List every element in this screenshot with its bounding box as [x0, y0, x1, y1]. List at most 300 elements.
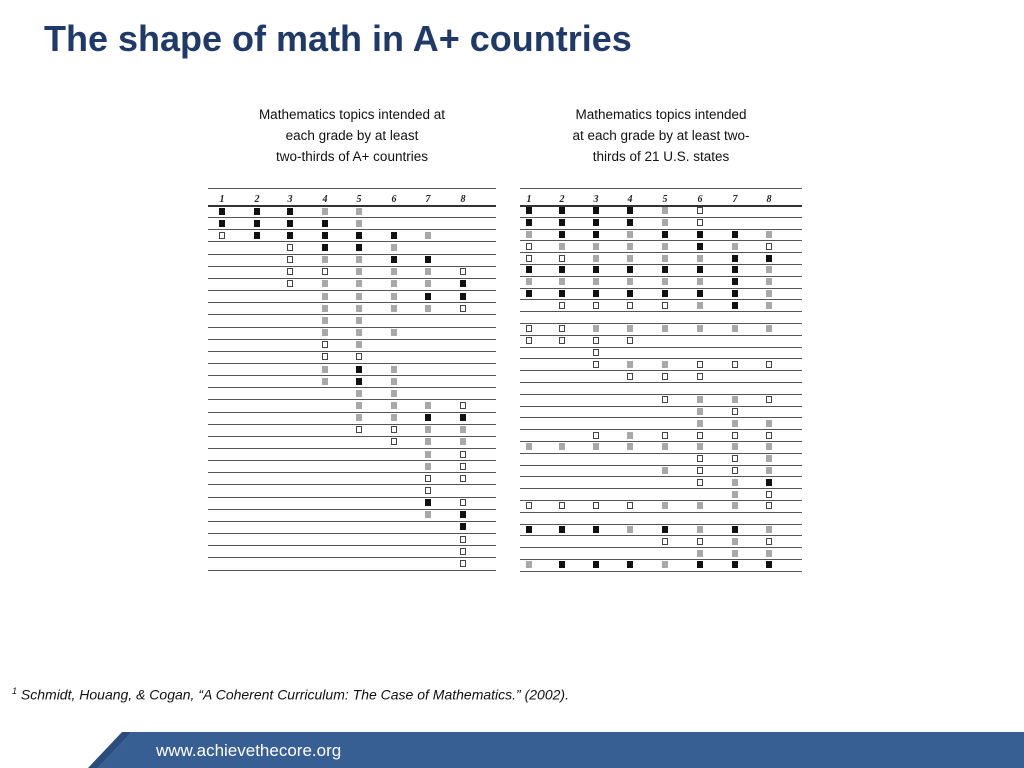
- topic-marker: [732, 443, 738, 450]
- topic-marker: [662, 231, 668, 238]
- topic-marker: [425, 475, 431, 482]
- grade-header-5: 5: [662, 194, 668, 205]
- topic-marker: [593, 266, 599, 273]
- topic-marker: [662, 266, 668, 273]
- topic-marker: [627, 266, 633, 273]
- grade-header-3: 3: [287, 194, 293, 205]
- topic-marker: [662, 325, 668, 332]
- topic-marker: [662, 467, 668, 474]
- topic-marker: [662, 373, 668, 380]
- topic-marker: [322, 232, 328, 239]
- grade-header-8: 8: [766, 194, 772, 205]
- topic-row-line: [520, 417, 802, 418]
- topic-marker: [391, 305, 397, 312]
- topic-marker: [662, 302, 668, 309]
- topic-row-line: [520, 240, 802, 241]
- topic-marker: [287, 280, 293, 287]
- left-chart-panel: [208, 104, 496, 572]
- topic-marker: [356, 426, 362, 433]
- topic-marker: [697, 266, 703, 273]
- topic-marker: [627, 243, 633, 250]
- topic-marker: [559, 207, 565, 214]
- topic-marker: [697, 325, 703, 332]
- topic-row-line: [208, 424, 496, 425]
- topic-marker: [425, 414, 431, 421]
- topic-row-line: [520, 512, 802, 513]
- topic-marker: [732, 278, 738, 285]
- topic-row-line: [520, 465, 802, 466]
- grade-header-8: 8: [460, 194, 466, 205]
- topic-marker: [356, 280, 362, 287]
- topic-marker: [391, 329, 397, 336]
- topic-row-line: [520, 559, 802, 560]
- topic-marker: [627, 502, 633, 509]
- topic-row-line: [208, 460, 496, 461]
- topic-marker: [593, 278, 599, 285]
- topic-marker: [627, 561, 633, 568]
- topic-marker: [526, 243, 532, 250]
- topic-row-line: [208, 399, 496, 400]
- topic-marker: [697, 302, 703, 309]
- topic-marker: [766, 467, 772, 474]
- topic-marker: [697, 467, 703, 474]
- topic-marker: [593, 255, 599, 262]
- topic-row-line: [208, 533, 496, 534]
- topic-row-line: [520, 288, 802, 289]
- grade-header-6: 6: [391, 194, 397, 205]
- topic-row-line: [208, 266, 496, 267]
- topic-marker: [356, 208, 362, 215]
- topic-marker: [391, 232, 397, 239]
- topic-marker: [425, 305, 431, 312]
- topic-marker: [559, 219, 565, 226]
- topic-marker: [254, 220, 260, 227]
- topic-marker: [766, 396, 772, 403]
- topic-marker: [732, 538, 738, 545]
- topic-marker: [287, 220, 293, 227]
- grade-header-7: 7: [425, 194, 431, 205]
- topic-marker: [627, 373, 633, 380]
- topic-row-line: [520, 524, 802, 525]
- topic-marker: [697, 502, 703, 509]
- topic-marker: [391, 366, 397, 373]
- topic-marker: [356, 341, 362, 348]
- topic-row-line: [208, 557, 496, 558]
- topic-marker: [356, 353, 362, 360]
- caption-line: Mathematics topics intended: [575, 107, 747, 122]
- topic-marker: [559, 502, 565, 509]
- topic-marker: [697, 207, 703, 214]
- topic-marker: [627, 290, 633, 297]
- topic-marker: [460, 463, 466, 470]
- topic-marker: [766, 420, 772, 427]
- topic-marker: [593, 349, 599, 356]
- topic-marker: [766, 455, 772, 462]
- topic-marker: [593, 302, 599, 309]
- topic-row-line: [208, 387, 496, 388]
- caption-line: Mathematics topics intended at: [258, 107, 446, 122]
- topic-marker: [219, 208, 225, 215]
- caption-line: thirds of 21 U.S. states: [592, 149, 730, 164]
- topic-marker: [559, 243, 565, 250]
- topic-marker: [460, 451, 466, 458]
- topic-row-line: [520, 429, 802, 430]
- right-chart-panel: [520, 104, 802, 573]
- topic-marker: [593, 432, 599, 439]
- topic-marker: [356, 390, 362, 397]
- topic-marker: [391, 378, 397, 385]
- topic-marker: [425, 280, 431, 287]
- topic-marker: [627, 207, 633, 214]
- topic-marker: [425, 463, 431, 470]
- topic-marker: [697, 479, 703, 486]
- topic-marker: [460, 536, 466, 543]
- topic-marker: [732, 502, 738, 509]
- topic-row-line: [208, 484, 496, 485]
- topic-marker: [593, 290, 599, 297]
- topic-marker: [287, 244, 293, 251]
- topic-row-line: [208, 497, 496, 498]
- footnote-marker: 1: [12, 686, 18, 696]
- topic-marker: [766, 302, 772, 309]
- topic-marker: [391, 390, 397, 397]
- topic-marker: [732, 420, 738, 427]
- topic-row-line: [520, 217, 802, 218]
- topic-marker: [627, 526, 633, 533]
- topic-row-line: [208, 290, 496, 291]
- topic-marker: [766, 432, 772, 439]
- topic-marker: [391, 244, 397, 251]
- topic-marker: [593, 361, 599, 368]
- slide-title: The shape of math in A+ countries: [44, 18, 632, 59]
- topic-marker: [593, 337, 599, 344]
- topic-marker: [593, 443, 599, 450]
- topic-marker: [322, 220, 328, 227]
- topic-marker: [425, 438, 431, 445]
- topic-marker: [425, 293, 431, 300]
- grade-header-2: 2: [254, 194, 260, 205]
- topic-marker: [219, 232, 225, 239]
- topic-marker: [627, 278, 633, 285]
- topic-marker: [766, 243, 772, 250]
- topic-marker: [559, 302, 565, 309]
- topic-row-line: [208, 339, 496, 340]
- topic-marker: [460, 475, 466, 482]
- topic-marker: [593, 231, 599, 238]
- topic-marker: [732, 408, 738, 415]
- topic-marker: [662, 538, 668, 545]
- topic-marker: [697, 408, 703, 415]
- topic-marker: [732, 361, 738, 368]
- topic-marker: [697, 432, 703, 439]
- topic-marker: [460, 414, 466, 421]
- topic-row-line: [208, 314, 496, 315]
- footer-band-shape: [0, 732, 1024, 768]
- topic-row-line: [208, 241, 496, 242]
- topic-marker: [766, 361, 772, 368]
- footnote-text: Schmidt, Houang, & Cogan, “A Coherent Curriculum: The Case of Mathematics.” (2002).: [20, 686, 569, 703]
- topic-marker: [391, 268, 397, 275]
- topic-marker: [322, 268, 328, 275]
- topic-marker: [559, 255, 565, 262]
- topic-marker: [766, 278, 772, 285]
- topic-marker: [219, 220, 225, 227]
- topic-marker: [697, 243, 703, 250]
- topic-marker: [766, 290, 772, 297]
- topic-marker: [356, 305, 362, 312]
- topic-marker: [460, 511, 466, 518]
- topic-marker: [356, 402, 362, 409]
- topic-marker: [425, 451, 431, 458]
- grade-header-2: 2: [559, 194, 565, 205]
- topic-marker: [460, 548, 466, 555]
- topic-marker: [732, 561, 738, 568]
- topic-marker: [287, 256, 293, 263]
- topic-marker: [627, 432, 633, 439]
- topic-marker: [697, 561, 703, 568]
- topic-row-line: [520, 394, 802, 395]
- topic-marker: [526, 561, 532, 568]
- topic-marker: [766, 231, 772, 238]
- topic-marker: [593, 561, 599, 568]
- topic-row-line: [208, 412, 496, 413]
- left-chart-caption: [208, 104, 496, 188]
- topic-marker: [322, 208, 328, 215]
- topic-marker: [460, 523, 466, 530]
- topic-marker: [627, 361, 633, 368]
- topic-marker: [766, 526, 772, 533]
- topic-row-line: [520, 311, 802, 312]
- topic-row-line: [208, 448, 496, 449]
- topic-marker: [732, 255, 738, 262]
- topic-marker: [627, 302, 633, 309]
- topic-marker: [425, 499, 431, 506]
- topic-marker: [559, 290, 565, 297]
- grid-top-line: [520, 188, 802, 189]
- topic-marker: [526, 278, 532, 285]
- grid-header-line: [208, 205, 496, 207]
- topic-marker: [559, 231, 565, 238]
- topic-row-line: [520, 500, 802, 501]
- topic-row-line: [520, 488, 802, 489]
- topic-marker: [425, 511, 431, 518]
- topic-marker: [766, 255, 772, 262]
- topic-marker: [559, 266, 565, 273]
- topic-marker: [460, 402, 466, 409]
- topic-marker: [732, 243, 738, 250]
- topic-row-line: [208, 375, 496, 376]
- topic-marker: [526, 526, 532, 533]
- grid-top-line: [208, 188, 496, 189]
- topic-marker: [391, 256, 397, 263]
- topic-row-line: [520, 335, 802, 336]
- topic-row-line: [520, 382, 802, 383]
- topic-marker: [425, 232, 431, 239]
- caption-line: each grade by at least: [285, 128, 419, 143]
- topic-marker: [662, 526, 668, 533]
- topic-marker: [732, 550, 738, 557]
- topic-marker: [322, 256, 328, 263]
- topic-marker: [732, 526, 738, 533]
- topic-row-line: [208, 254, 496, 255]
- grade-header-1: 1: [526, 194, 532, 205]
- topic-row-line: [520, 264, 802, 265]
- topic-marker: [526, 325, 532, 332]
- topic-marker: [732, 325, 738, 332]
- topic-marker: [662, 219, 668, 226]
- topic-marker: [662, 243, 668, 250]
- topic-row-line: [520, 347, 802, 348]
- topic-marker: [732, 467, 738, 474]
- topic-marker: [526, 231, 532, 238]
- topic-marker: [662, 396, 668, 403]
- grade-header-4: 4: [322, 194, 328, 205]
- topic-row-line: [208, 509, 496, 510]
- topic-marker: [593, 219, 599, 226]
- topic-row-line: [520, 299, 802, 300]
- topic-marker: [697, 538, 703, 545]
- topic-row-line: [208, 278, 496, 279]
- topic-marker: [391, 280, 397, 287]
- topic-marker: [460, 293, 466, 300]
- topic-marker: [697, 396, 703, 403]
- topic-marker: [322, 366, 328, 373]
- topic-marker: [627, 219, 633, 226]
- caption-line: two-thirds of A+ countries: [276, 149, 428, 164]
- topic-marker: [662, 443, 668, 450]
- topic-marker: [356, 414, 362, 421]
- topic-marker: [766, 502, 772, 509]
- topic-marker: [254, 232, 260, 239]
- footer-url-link[interactable]: www.achievethecore.org: [156, 741, 342, 760]
- topic-marker: [460, 305, 466, 312]
- topic-marker: [732, 231, 738, 238]
- topic-row-line: [520, 441, 802, 442]
- topic-marker: [356, 378, 362, 385]
- topic-marker: [356, 220, 362, 227]
- topic-marker: [766, 561, 772, 568]
- topic-marker: [322, 378, 328, 385]
- topic-marker: [697, 255, 703, 262]
- topic-marker: [425, 256, 431, 263]
- grade-header-4: 4: [627, 194, 633, 205]
- topic-marker: [559, 325, 565, 332]
- topic-marker: [662, 290, 668, 297]
- topic-row-line: [208, 302, 496, 303]
- topic-marker: [460, 438, 466, 445]
- topic-marker: [526, 443, 532, 450]
- topic-marker: [662, 561, 668, 568]
- topic-marker: [732, 396, 738, 403]
- topic-marker: [526, 219, 532, 226]
- topic-row-line: [520, 476, 802, 477]
- grade-header-1: 1: [219, 194, 225, 205]
- topic-row-line: [208, 229, 496, 230]
- topic-marker: [697, 455, 703, 462]
- topic-marker: [732, 432, 738, 439]
- topic-row-line: [520, 453, 802, 454]
- topic-marker: [356, 268, 362, 275]
- topic-marker: [356, 244, 362, 251]
- topic-marker: [425, 268, 431, 275]
- topic-row-line: [520, 252, 802, 253]
- topic-marker: [322, 353, 328, 360]
- topic-marker: [559, 526, 565, 533]
- topic-marker: [460, 499, 466, 506]
- topic-marker: [732, 491, 738, 498]
- topic-marker: [559, 337, 565, 344]
- topic-row-line: [520, 276, 802, 277]
- topic-marker: [627, 337, 633, 344]
- topic-marker: [627, 231, 633, 238]
- topic-row-line: [520, 229, 802, 230]
- topic-marker: [322, 244, 328, 251]
- topic-marker: [732, 455, 738, 462]
- topic-marker: [526, 337, 532, 344]
- topic-marker: [627, 443, 633, 450]
- topic-marker: [559, 443, 565, 450]
- topic-marker: [697, 278, 703, 285]
- topic-marker: [391, 438, 397, 445]
- topic-marker: [697, 231, 703, 238]
- topic-marker: [697, 290, 703, 297]
- topic-row-line: [208, 545, 496, 546]
- topic-marker: [697, 550, 703, 557]
- citation-footnote: [12, 686, 569, 703]
- topic-marker: [356, 293, 362, 300]
- topic-marker: [593, 526, 599, 533]
- topic-marker: [356, 317, 362, 324]
- topic-row-line: [208, 363, 496, 364]
- grade-header-7: 7: [732, 194, 738, 205]
- topic-marker: [526, 502, 532, 509]
- topic-marker: [526, 266, 532, 273]
- topic-row-line: [520, 358, 802, 359]
- topic-marker: [593, 502, 599, 509]
- topic-marker: [697, 361, 703, 368]
- topic-row-line: [208, 472, 496, 473]
- topic-marker: [593, 207, 599, 214]
- topic-marker: [287, 268, 293, 275]
- topic-marker: [322, 317, 328, 324]
- topic-marker: [662, 432, 668, 439]
- topic-marker: [356, 366, 362, 373]
- topic-marker: [460, 560, 466, 567]
- topic-marker: [460, 280, 466, 287]
- topic-row-line: [208, 327, 496, 328]
- topic-marker: [697, 443, 703, 450]
- topic-marker: [559, 561, 565, 568]
- topic-marker: [732, 302, 738, 309]
- topic-marker: [526, 255, 532, 262]
- topic-marker: [766, 443, 772, 450]
- grade-header-3: 3: [593, 194, 599, 205]
- topic-marker: [697, 373, 703, 380]
- topic-marker: [766, 538, 772, 545]
- topic-marker: [627, 325, 633, 332]
- topic-row-line: [520, 547, 802, 548]
- topic-marker: [391, 293, 397, 300]
- topic-row-line: [520, 370, 802, 371]
- grade-header-5: 5: [356, 194, 362, 205]
- topic-marker: [627, 255, 633, 262]
- topic-marker: [391, 414, 397, 421]
- topic-row-line: [520, 323, 802, 324]
- topic-marker: [697, 526, 703, 533]
- topic-row-line: [208, 351, 496, 352]
- topic-marker: [425, 426, 431, 433]
- topic-marker: [766, 325, 772, 332]
